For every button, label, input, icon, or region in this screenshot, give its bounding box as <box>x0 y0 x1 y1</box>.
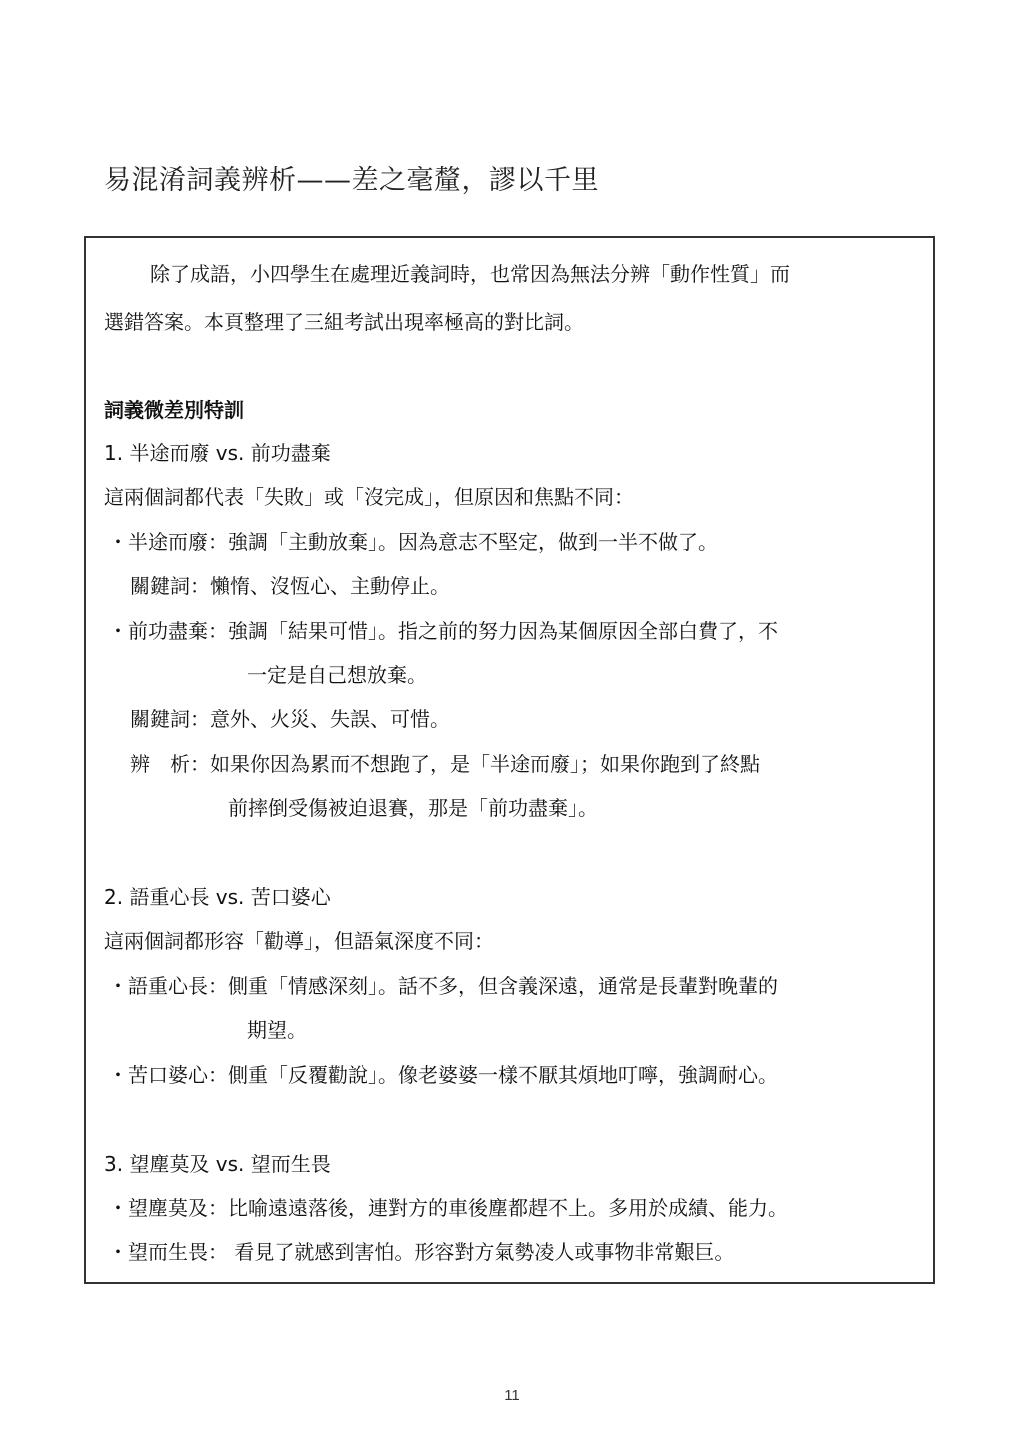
group1-analysis-line2: 前摔倒受傷被迫退賽，那是「前功盡棄」。 <box>228 796 598 820</box>
page-title: 易混淆詞義辨析——差之毫釐，謬以千里 <box>104 165 599 196</box>
group1-item2-line1: ・前功盡棄：強調「結果可惜」。指之前的努力因為某個原因全部白費了，不 <box>108 619 778 643</box>
group1-item1: ・半途而廢：強調「主動放棄」。因為意志不堅定，做到一半不做了。 <box>108 530 718 554</box>
group1-item1-keywords: 關鍵詞：懶惰、沒恆心、主動停止。 <box>130 574 450 598</box>
group2-heading: 2. 語重心長 vs. 苦口婆心 <box>104 885 331 909</box>
group1-item2-line2: 一定是自己想放棄。 <box>247 663 427 687</box>
group3-item1: ・望塵莫及：比喻遠遠落後，連對方的車後塵都趕不上。多用於成績、能力。 <box>108 1196 788 1220</box>
group1-item2-keywords: 關鍵詞：意外、火災、失誤、可惜。 <box>130 707 450 731</box>
section-heading: 詞義微差別特訓 <box>104 398 244 422</box>
group2-desc: 這兩個詞都形容「勸導」，但語氣深度不同： <box>104 929 494 953</box>
group2-item2: ・苦口婆心：側重「反覆勸說」。像老婆婆一樣不厭其煩地叮嚀，強調耐心。 <box>108 1063 778 1087</box>
group2-item1-line2: 期望。 <box>247 1018 307 1042</box>
group1-analysis-line1: 辨 析：如果你因為累而不想跑了，是「半途而廢」；如果你跑到了終點 <box>130 752 760 776</box>
group3-item2: ・望而生畏： 看見了就感到害怕。形容對方氣勢凌人或事物非常艱巨。 <box>108 1240 735 1264</box>
intro-line-1: 除了成語，小四學生在處理近義詞時，也常因為無法分辨「動作性質」而 <box>150 262 790 286</box>
intro-line-2: 選錯答案。本頁整理了三組考試出現率極高的對比詞。 <box>104 310 584 334</box>
page-number: 11 <box>504 1387 520 1404</box>
group1-desc: 這兩個詞都代表「失敗」或「沒完成」，但原因和焦點不同： <box>104 485 634 509</box>
group3-heading: 3. 望塵莫及 vs. 望而生畏 <box>104 1152 331 1176</box>
group1-heading: 1. 半途而廢 vs. 前功盡棄 <box>104 441 331 465</box>
group2-item1-line1: ・語重心長：側重「情感深刻」。話不多，但含義深遠，通常是長輩對晚輩的 <box>108 974 778 998</box>
